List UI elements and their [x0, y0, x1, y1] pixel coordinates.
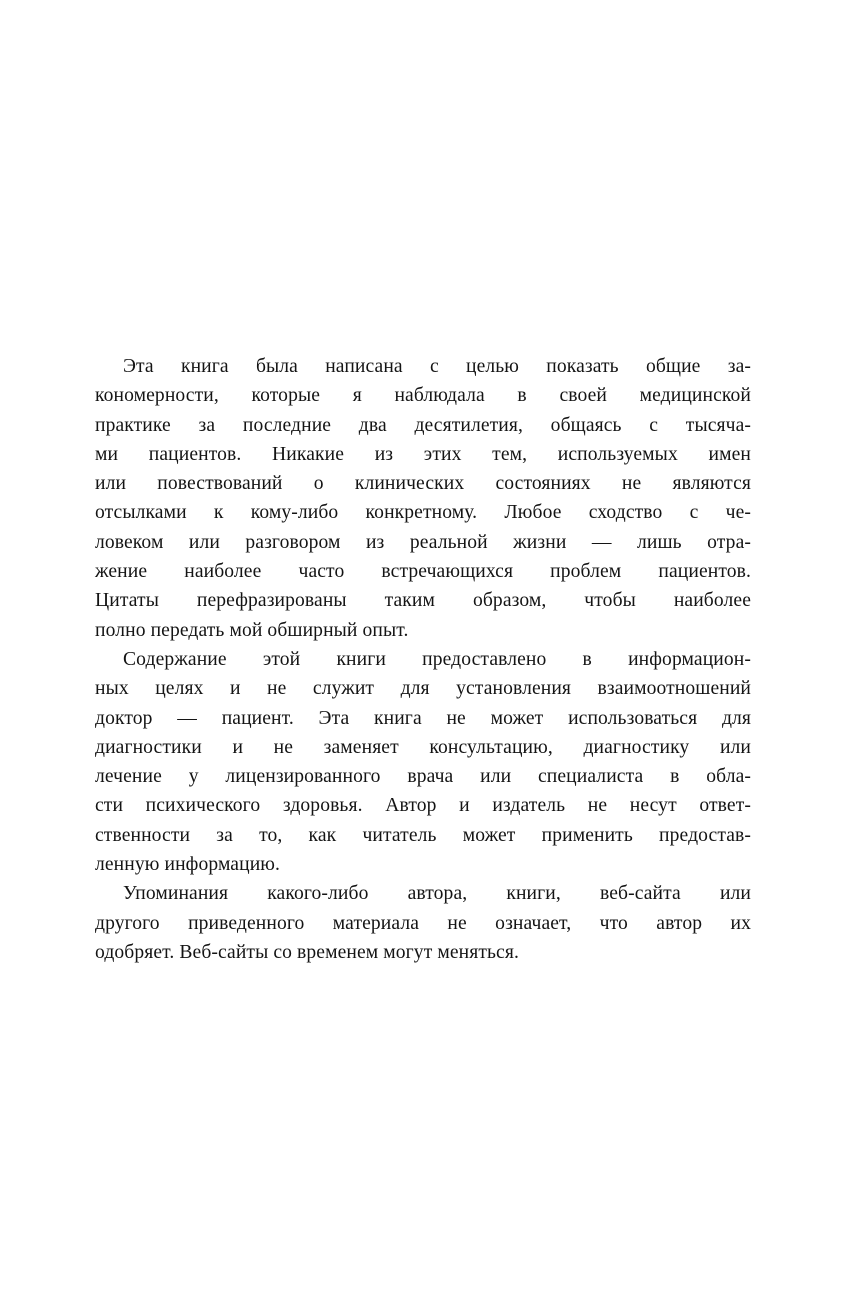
- text-line: ленную информацию.: [95, 854, 281, 876]
- paragraph: [95, 879, 751, 967]
- book-page-text-block: [95, 352, 751, 967]
- text-line: или повествований о клинических состояниях не являются: [95, 473, 751, 495]
- text-line: практике за последние два десятилетия, общаясь с тысяча-: [95, 414, 751, 436]
- text-line: диагностики и не заменяет консультацию, диагностику или: [95, 736, 751, 758]
- text-line: другого приведенного материала не означает, что автор их: [95, 912, 751, 934]
- text-line: ственности за то, как читатель может применить предостав-: [95, 824, 751, 846]
- text-line: отсылками к кому-либо конкретному. Любое сходство с че-: [95, 502, 751, 524]
- text-line: Цитаты перефразированы таким образом, чтобы наиболее: [95, 590, 751, 612]
- text-line: сти психического здоровья. Автор и издатель не несут ответ-: [95, 795, 751, 817]
- text-line: кономерности, которые я наблюдала в своей медицинской: [95, 385, 751, 407]
- paragraph: [95, 352, 751, 645]
- text-line: ных целях и не служит для установления взаимоотношений: [95, 678, 751, 700]
- text-line: полно передать мой обширный опыт.: [95, 619, 409, 641]
- text-line: Упоминания какого-либо автора, книги, веб-сайта или: [123, 883, 751, 905]
- text-line: одобряет. Веб-сайты со временем могут меняться.: [95, 941, 519, 963]
- paragraph: [95, 645, 751, 879]
- text-line: доктор — пациент. Эта книга не может использоваться для: [95, 707, 751, 729]
- text-line: Содержание этой книги предоставлено в информацион-: [123, 648, 751, 670]
- text-line: лечение у лицензированного врача или специалиста в обла-: [95, 766, 751, 788]
- text-line: Эта книга была написана с целью показать общие за-: [123, 356, 751, 377]
- text-line: ми пациентов. Никакие из этих тем, используемых имен: [95, 443, 751, 465]
- text-line: жение наиболее часто встречающихся проблем пациентов.: [95, 561, 751, 583]
- text-line: ловеком или разговором из реальной жизни — лишь отра-: [95, 531, 751, 553]
